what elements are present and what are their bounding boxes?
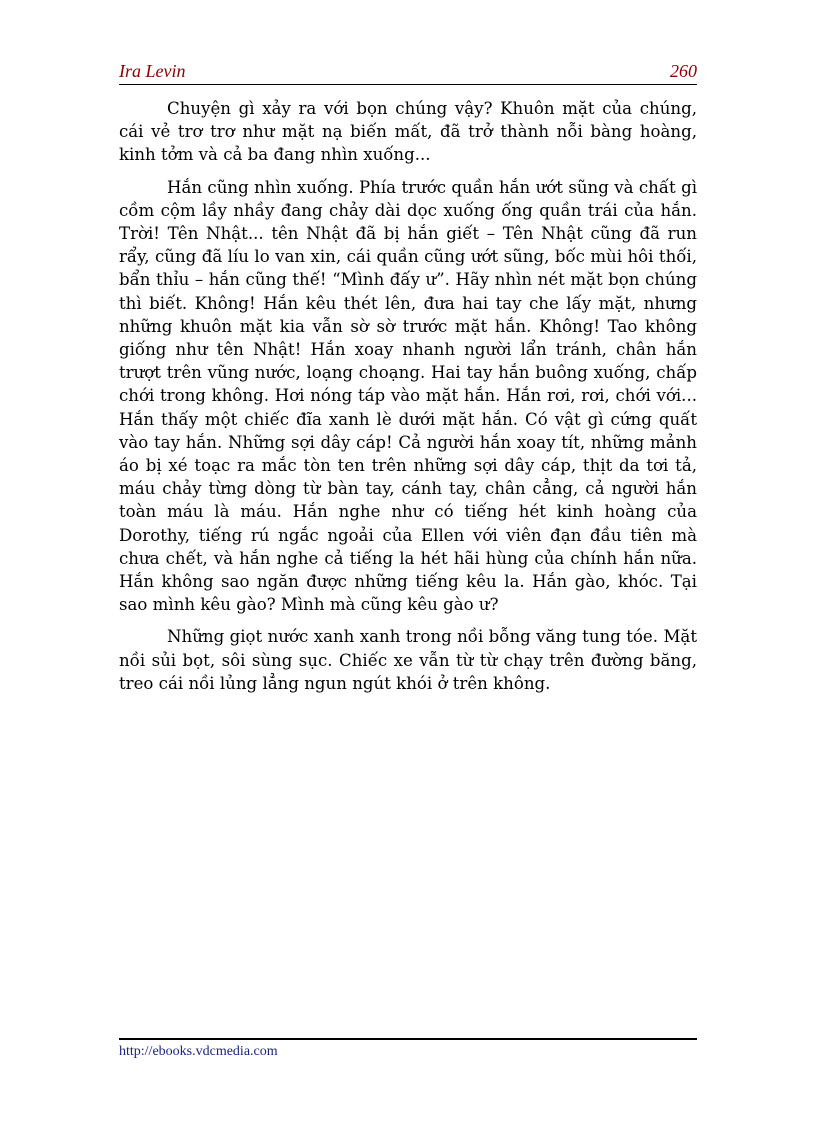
book-author: Ira Levin	[119, 61, 186, 81]
footer-website-link[interactable]: http://ebooks.vdcmedia.com	[119, 1044, 278, 1059]
page-header	[119, 60, 697, 85]
paragraph-3: Những giọt nước xanh xanh trong nồi bỗng văng tung tóe. Mặt nồi sủi bọt, sôi sùng sục. Chiếc xe vẫn từ từ chạy trên đường băng, treo cái nồi lủng lẳng ngun ngút khói ở trên không.	[119, 627, 697, 693]
page-number: 260	[670, 61, 697, 81]
footer-divider	[119, 1038, 697, 1040]
paragraph-1: Chuyện gì xảy ra với bọn chúng vậy? Khuôn mặt của chúng, cái vẻ trơ trơ như mặt nạ biến mất, đã trở thành nỗi bàng hoàng, kinh tởm và cả ba đang nhìn xuống...	[119, 99, 697, 165]
paragraph-2: Hắn cũng nhìn xuống. Phía trước quần hắn ướt sũng và chất gì cồm cộm lầy nhầy đang chảy dài dọc xuống ống quần trái của hắn. Trời! Tên Nhật... tên Nhật đã bị hắn giết – Tên Nhật cũng đã run rẩy, cũng đã líu lo van xin, cái quần cũng ướt sũng, bốc mùi hôi thối, bẩn thỉu – hắn cũng thế! “Mình đấy ư”. Hãy nhìn nét mặt bọn chúng thì biết. Không! Hắn kêu thét lên, đưa hai tay che lấy mặt, nhưng những khuôn mặt kia vẫn sờ sờ trước mặt hắn. Không! Tao không giống như tên Nhật! Hắn xoay nhanh người lẩn tránh, chân hắn trượt trên vũng nước, loạng choạng. Hai tay hắn buông xuống, chấp chới trong không. Hơi nóng táp vào mặt hắn. Hắn rơi, rơi, chới với... Hắn thấy một chiếc đĩa xanh lè dưới mặt hắn. Có vật gì cứng quất vào tay hắn. Những sợi dây cáp! Cả người hắn xoay tít, những mảnh áo bị xé toạc ra mắc tòn ten trên những sợi dây cáp, thịt da tơi tả, máu chảy từng dòng từ bàn tay, cánh tay, chân cẳng, cả người hắn toàn máu là máu. Hắn nghe như có tiếng hét kinh hoàng của Dorothy, tiếng rú ngắc ngoải của Ellen với viên đạn đầu tiên mà chưa chết, và hắn nghe cả tiếng la hét hãi hùng của chính hắn nữa. Hắn không sao ngăn được những tiếng kêu la. Hắn gào, khóc. Tại sao mình kêu gào? Mình mà cũng kêu gào ư?	[119, 177, 697, 615]
page-body	[119, 97, 697, 704]
